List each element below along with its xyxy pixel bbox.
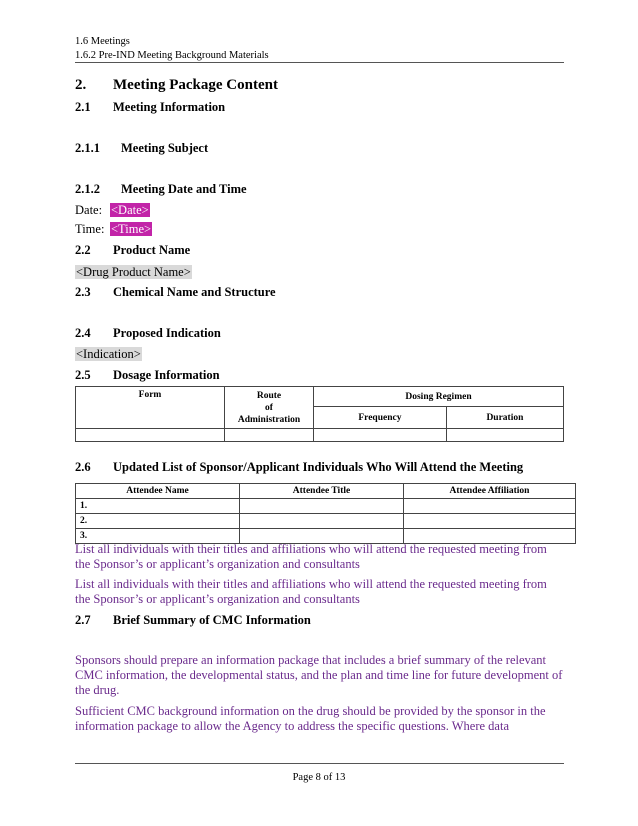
indication-field[interactable]: <Indication> bbox=[76, 347, 141, 361]
section-2-1-2-title: Meeting Date and Time bbox=[121, 182, 247, 196]
section-2-1-1-heading bbox=[75, 141, 208, 156]
table-row bbox=[76, 514, 576, 529]
section-2-6-title: Updated List of Sponsor/Applicant Individuals Who Will Attend the Meeting bbox=[113, 460, 524, 474]
time-label: Time: bbox=[75, 222, 105, 236]
section-2-2-title: Product Name bbox=[113, 243, 191, 257]
attendee-table bbox=[75, 483, 576, 544]
header-line-2: 1.6.2 Pre-IND Meeting Background Materials bbox=[75, 50, 269, 61]
section-2-3-title: Chemical Name and Structure bbox=[113, 285, 276, 299]
cmc-para-1-line-3: the drug. bbox=[75, 683, 120, 697]
date-field[interactable]: <Date> bbox=[111, 203, 149, 217]
dosage-col-duration: Duration bbox=[446, 407, 563, 429]
section-2-7-title: Brief Summary of CMC Information bbox=[113, 613, 311, 627]
instruction-1-line-1: List all individuals with their titles and affiliations who will attend the requested meeting from bbox=[75, 542, 547, 556]
attendee-col-name: Attendee Name bbox=[76, 484, 240, 499]
section-2-title: Meeting Package Content bbox=[113, 77, 278, 93]
date-label: Date: bbox=[75, 203, 103, 217]
section-2-2-number: 2.2 bbox=[75, 243, 91, 257]
section-2-3-heading bbox=[75, 285, 276, 300]
indication-row bbox=[75, 347, 142, 362]
dosage-col-frequency: Frequency bbox=[314, 407, 447, 429]
section-2-1-1-title: Meeting Subject bbox=[121, 141, 209, 155]
time-row bbox=[75, 222, 152, 237]
section-2-6-heading bbox=[75, 460, 523, 475]
dosage-col-form: Form bbox=[76, 387, 225, 429]
section-2-7-heading bbox=[75, 613, 311, 628]
cmc-para-1-line-2: CMC information, the developmental status, and the plan and time line for future development of bbox=[75, 668, 563, 682]
date-row bbox=[75, 203, 150, 218]
section-2-1-2-heading bbox=[75, 182, 247, 197]
route-line-2: of bbox=[265, 402, 273, 413]
section-2-7-number: 2.7 bbox=[75, 613, 91, 627]
section-2-1-heading bbox=[75, 100, 225, 115]
dosage-cell-frequency[interactable] bbox=[314, 429, 447, 442]
table-row bbox=[76, 499, 576, 514]
section-2-1-title: Meeting Information bbox=[113, 100, 226, 114]
dosage-cell-form[interactable] bbox=[76, 429, 225, 442]
instruction-2-line-1: List all individuals with their titles and affiliations who will attend the requested meeting from bbox=[75, 577, 547, 591]
header-divider bbox=[75, 62, 564, 63]
section-2-4-title: Proposed Indication bbox=[113, 326, 221, 340]
route-line-1: Route bbox=[256, 390, 282, 401]
section-2-5-number: 2.5 bbox=[75, 368, 91, 382]
section-2-5-heading bbox=[75, 368, 220, 383]
attendee-title-cell[interactable] bbox=[240, 499, 404, 514]
section-2-5-title: Dosage Information bbox=[113, 368, 220, 382]
section-2-heading bbox=[75, 78, 278, 93]
time-field[interactable]: <Time> bbox=[111, 222, 152, 236]
attendee-col-title: Attendee Title bbox=[240, 484, 404, 499]
attendee-affiliation-cell[interactable] bbox=[404, 514, 576, 529]
dosage-cell-route[interactable] bbox=[225, 429, 314, 442]
section-2-1-2-number: 2.1.2 bbox=[75, 182, 100, 196]
dosage-col-route bbox=[225, 387, 314, 429]
cmc-para-2-line-2: information package to allow the Agency to address the specific questions. Where data bbox=[75, 719, 510, 733]
dosage-cell-duration[interactable] bbox=[446, 429, 563, 442]
dosage-table bbox=[75, 386, 564, 442]
page-number: Page 8 of 13 bbox=[292, 772, 346, 783]
attendee-affiliation-cell[interactable] bbox=[404, 499, 576, 514]
product-name-field[interactable]: <Drug Product Name> bbox=[76, 265, 191, 279]
attendee-title-cell[interactable] bbox=[240, 514, 404, 529]
section-2-number: 2. bbox=[75, 77, 87, 93]
section-2-4-heading bbox=[75, 326, 221, 341]
footer-divider bbox=[75, 763, 564, 764]
dosage-col-regimen: Dosing Regimen bbox=[314, 387, 564, 407]
section-2-2-heading bbox=[75, 243, 190, 258]
section-2-1-number: 2.1 bbox=[75, 100, 91, 114]
section-2-1-1-number: 2.1.1 bbox=[75, 141, 100, 155]
section-2-6-number: 2.6 bbox=[75, 460, 91, 474]
route-line-3: Administration bbox=[237, 414, 301, 425]
attendee-row-number[interactable]: 2. bbox=[76, 514, 240, 529]
instruction-2-line-2: the Sponsor’s or applicant’s organization and consultants bbox=[75, 592, 360, 606]
instruction-1-line-2: the Sponsor’s or applicant’s organization and consultants bbox=[75, 557, 360, 571]
attendee-row-number[interactable]: 3. bbox=[76, 529, 240, 544]
section-2-4-number: 2.4 bbox=[75, 326, 91, 340]
header-line-1: 1.6 Meetings bbox=[75, 36, 130, 47]
section-2-3-number: 2.3 bbox=[75, 285, 91, 299]
attendee-row-number[interactable]: 1. bbox=[76, 499, 240, 514]
cmc-para-1-line-1: Sponsors should prepare an information package that includes a brief summary of the relevant bbox=[75, 653, 547, 667]
attendee-col-affiliation: Attendee Affiliation bbox=[404, 484, 576, 499]
cmc-para-2-line-1: Sufficient CMC background information on the drug should be provided by the sponsor in the bbox=[75, 704, 546, 718]
product-name-row bbox=[75, 265, 192, 280]
